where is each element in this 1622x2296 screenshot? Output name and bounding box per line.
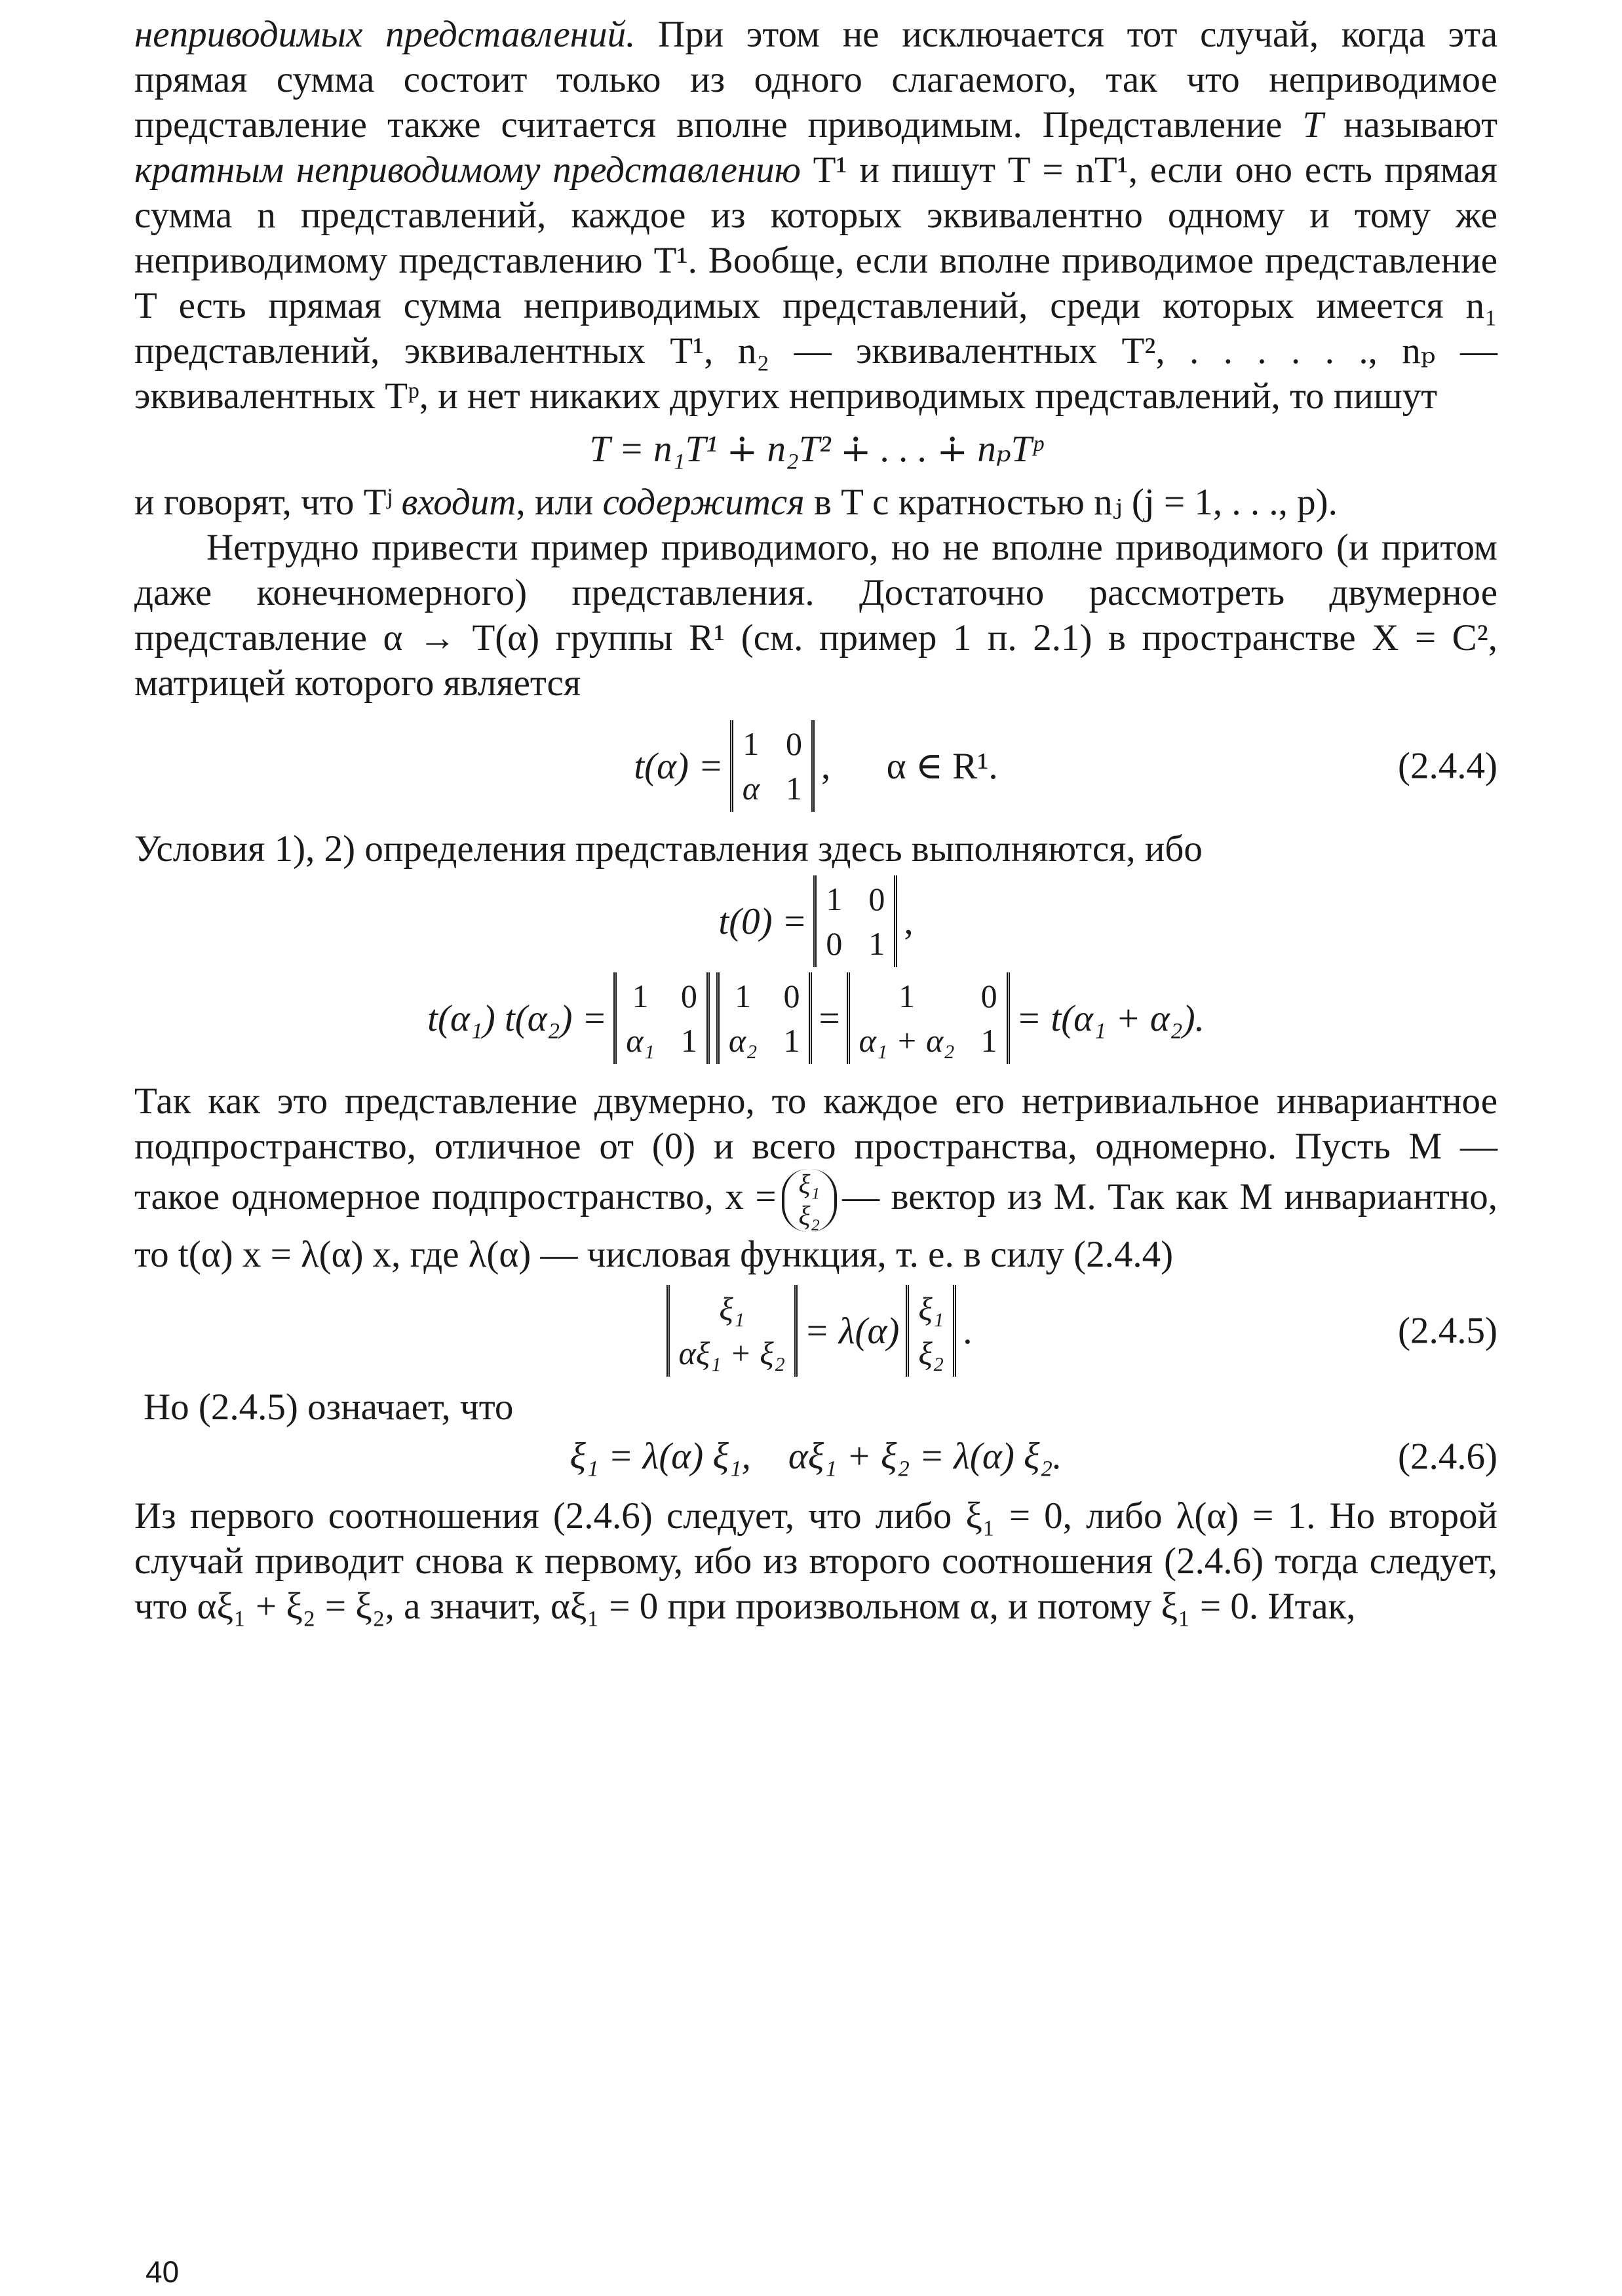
equation-number: (2.4.5) [1398,1310,1497,1352]
matrix-cell: αξ₁ + ξ₂ [678,1335,786,1371]
eq-tail: , [904,900,914,942]
eq-body: ξ₁ = λ(α) ξ₁, αξ₁ + ξ₂ = λ(α) ξ₂. [570,1436,1062,1477]
paragraph-3: Нетрудно привести пример приводимого, но не вполне приводимого (и притом даже конечномерного) представления. Достаточно рассмотреть двумерное представление α → T(α) группы R¹ (см. пример 1 п. 2.1) в пространстве X = C², матрицей которого является [134,527,1497,704]
text-span: в T с кратностью nⱼ (j = 1, . . ., p). [804,482,1338,523]
text-span: При этом не исключается тот случай, когда эта прямая сумма состоит только из одного слагаемого, так что неприводимое представление также считается вполне приводимым. Представление [134,14,1497,145]
matrix-cell: α₂ [728,1022,758,1059]
page-number: 40 [145,2255,180,2289]
text-span: — вектор из M. Так как M инвариантно, то t(α) x = λ(α) x, где λ(α) — числовая функция, т. е. в силу (2.4.4) [134,1176,1497,1275]
text-span: и говорят, что Tʲ [134,482,402,523]
vector-cell: ξ₁ [798,1170,821,1200]
eq-mid: = λ(α) [804,1310,900,1352]
text-span: называют [1323,104,1498,145]
matrix-t-alpha [730,720,815,812]
paragraph-6: Но (2.4.5) означает, что [144,1387,514,1428]
formula-text: T = n₁T¹ ∔ n₂T² ∔ . . . ∔ nₚTᵖ [589,429,1043,470]
matrix-cell: 1 [783,1022,800,1059]
vector-cell: ξ₂ [798,1201,821,1231]
matrix-cell: 0 [680,978,697,1014]
text-span: Так как это представление двумерно, то каждое его нетривиальное инвариантное подпространство, отличное от (0) и всего пространства, одномерно. Пусть M — такое одномерное подпространство, x = [134,1081,1497,1218]
matrix-cell: 0 [826,925,843,962]
matrix-cell: 1 [735,978,752,1014]
term-multiple-irreducible: кратным неприводимому представлению [134,149,801,191]
text-span: , или [516,482,603,523]
matrix-cell: α₁ [626,1022,655,1059]
paragraph-5 [134,1079,1497,1277]
matrix-cell: 1 [980,1022,997,1059]
term-enters: входит [401,482,516,523]
matrix-cell: ξ₁ [918,1290,944,1327]
matrix-cell: 1 [898,978,916,1014]
equation-2-4-6 [134,1434,1497,1479]
matrix-alpha1 [613,972,710,1064]
eq-lhs: t(α₁) t(α₂) = [427,997,608,1039]
matrix-cell: ξ₂ [918,1335,944,1371]
eq-condition: , α ∈ R¹. [821,745,998,787]
matrix-cell: 0 [980,978,997,1014]
matrix-right-vector [906,1285,956,1377]
matrix-cell: 1 [786,770,802,807]
matrix-cell: 0 [783,978,800,1014]
equation-number: (2.4.4) [1398,745,1497,787]
matrix-alpha2 [716,972,813,1064]
matrix-cell: ξ₁ [719,1290,745,1327]
equation-t0 [134,875,1497,967]
matrix-left-vector [666,1285,798,1377]
matrix-cell: 0 [786,725,802,762]
eq-lhs: t(0) = [718,900,807,942]
vector-x [782,1169,838,1232]
matrix-cell: 1 [868,925,885,962]
term-contained: содержится [602,482,805,523]
matrix-cell: 1 [826,881,843,917]
matrix-cell: α [742,770,760,807]
term-irreducible-representations: неприводимых представлений. [134,14,636,55]
matrix-sum [847,972,1010,1064]
text-span: T¹ и пишут T = nT¹, если оно есть прямая сумма n представлений, каждое из которых эквивалентно одному и тому же неприводимому представлению T¹. Вообще, если вполне приводимое представление T есть прямая сумма неприводимых представлений, среди которых имеется n₁ представлений, эквивалентных T¹, n₂ — эквивалентных T², . . . . . ., nₚ — эквивалентных Tᵖ, и нет никаких других неприводимых представлений, то пишут [134,149,1497,417]
matrix-cell: 1 [743,725,760,762]
equation-2-4-4 [134,720,1497,812]
matrix-cell: 1 [680,1022,697,1059]
paragraph-1 [134,12,1497,419]
equation-2-4-5 [134,1285,1497,1377]
equation-product [134,972,1497,1064]
matrix-cell: α₁ + α₂ [859,1022,955,1059]
eq-tail: . [963,1310,973,1352]
eq-sign: = [819,997,840,1039]
equation-number: (2.4.6) [1398,1436,1497,1477]
paragraph-2 [134,480,1497,525]
formula-direct-sum [134,427,1497,472]
symbol-T: T [1302,104,1324,145]
matrix-cell: 0 [868,881,885,917]
paragraph-4: Условия 1), 2) определения представления здесь выполняются, ибо [134,828,1203,870]
eq-rhs: = t(α₁ + α₂). [1016,997,1205,1039]
page-body [134,12,1497,1629]
matrix-identity [813,875,897,967]
matrix-cell: 1 [632,978,649,1014]
paragraph-7: Из первого соотношения (2.4.6) следует, что либо ξ₁ = 0, либо λ(α) = 1. Но второй случай приводит снова к первому, ибо из второго соотношения (2.4.6) тогда следует, что αξ₁ + ξ₂ = ξ₂, а значит, αξ₁ = 0 при произвольном α, и потому ξ₁ = 0. Итак, [134,1495,1497,1627]
eq-lhs: t(α) = [634,745,724,787]
